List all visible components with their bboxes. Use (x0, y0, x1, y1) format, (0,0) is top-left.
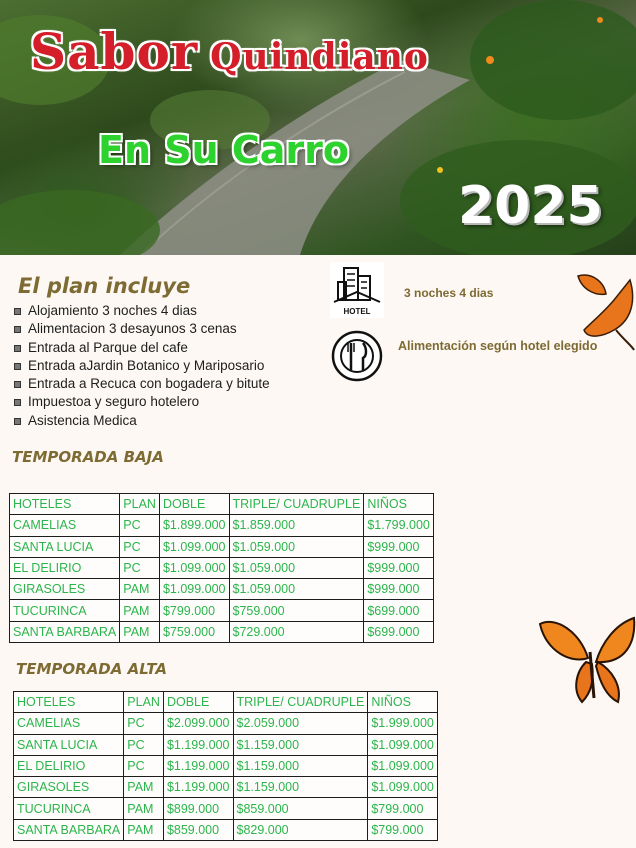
table-header-cell: PLAN (124, 692, 164, 713)
table-cell: $2.059.000 (233, 713, 368, 734)
table-cell: $1.159.000 (233, 777, 368, 798)
table-row (14, 777, 438, 798)
table-cell: $1.799.000 (364, 515, 434, 536)
table-row (10, 515, 434, 536)
table-cell: $1.099.000 (159, 536, 229, 557)
plan-item: Alojamiento 3 noches 4 dias (14, 302, 270, 320)
table-cell: PC (120, 536, 160, 557)
table-cell: PC (120, 557, 160, 578)
table-cell: GIRASOLES (14, 777, 124, 798)
table-row (10, 557, 434, 578)
hero-title (30, 22, 429, 81)
table-cell: TUCURINCA (14, 798, 124, 819)
table-cell: $1.859.000 (229, 515, 364, 536)
table-cell: $999.000 (364, 579, 434, 600)
table-header-cell: DOBLE (159, 494, 229, 515)
table-row (10, 600, 434, 621)
hero-title-main: Sabor (30, 22, 199, 81)
price-table-baja (9, 493, 434, 643)
table-row (10, 536, 434, 557)
table-cell: $829.000 (233, 819, 368, 840)
table-header-cell: NIÑOS (368, 692, 438, 713)
hero-year: 2025 (458, 176, 603, 236)
butterfly-icon (574, 270, 636, 352)
table-cell: $699.000 (364, 600, 434, 621)
price-table-alta (13, 691, 438, 841)
table-cell: $1.159.000 (233, 755, 368, 776)
table-cell: PAM (124, 819, 164, 840)
table-cell: $1.099.000 (368, 755, 438, 776)
table-cell: $1.199.000 (163, 755, 233, 776)
table-cell: $859.000 (163, 819, 233, 840)
plan-item: Alimentacion 3 desayunos 3 cenas (14, 320, 270, 338)
table-cell: $1.099.000 (159, 557, 229, 578)
nights-badge-text: 3 noches 4 dias (404, 286, 494, 300)
season-title-baja: TEMPORADA BAJA (12, 448, 164, 466)
table-cell: $999.000 (364, 536, 434, 557)
table-header-cell: DOBLE (163, 692, 233, 713)
table-cell: $859.000 (233, 798, 368, 819)
table-cell: PAM (120, 600, 160, 621)
table-cell: SANTA BARBARA (14, 819, 124, 840)
hero-banner (0, 0, 636, 255)
plan-items-list (14, 302, 270, 430)
table-row (14, 755, 438, 776)
plan-title: El plan incluye (18, 274, 191, 298)
table-cell: PC (120, 515, 160, 536)
table-cell: $1.159.000 (233, 734, 368, 755)
table-row (14, 798, 438, 819)
table-row (14, 734, 438, 755)
table-cell: SANTA LUCIA (14, 734, 124, 755)
table-cell: $799.000 (368, 819, 438, 840)
table-cell: PC (124, 734, 164, 755)
table-cell: PAM (120, 621, 160, 642)
table-row (10, 579, 434, 600)
table-row (10, 621, 434, 642)
hotel-icon (330, 262, 384, 318)
season-title-alta: TEMPORADA ALTA (16, 660, 167, 678)
table-cell: SANTA BARBARA (10, 621, 120, 642)
table-cell: PAM (120, 579, 160, 600)
table-cell: SANTA LUCIA (10, 536, 120, 557)
table-cell: $729.000 (229, 621, 364, 642)
table-cell: GIRASOLES (10, 579, 120, 600)
table-cell: EL DELIRIO (10, 557, 120, 578)
table-cell: $799.000 (159, 600, 229, 621)
table-cell: EL DELIRIO (14, 755, 124, 776)
table-header-row (14, 692, 438, 713)
hero-subtitle: En Su Carro (98, 128, 350, 172)
table-cell: CAMELIAS (10, 515, 120, 536)
table-cell: $899.000 (163, 798, 233, 819)
table-row (14, 819, 438, 840)
table-cell: $1.199.000 (163, 734, 233, 755)
table-cell: CAMELIAS (14, 713, 124, 734)
table-header-cell: HOTELES (14, 692, 124, 713)
table-header-cell: NIÑOS (364, 494, 434, 515)
table-cell: $1.099.000 (159, 579, 229, 600)
plan-item: Entrada al Parque del cafe (14, 339, 270, 357)
table-cell: $1.899.000 (159, 515, 229, 536)
hotel-icon-label: HOTEL (343, 307, 371, 316)
table-cell: $1.199.000 (163, 777, 233, 798)
table-header-cell: TRIPLE/ CUADRUPLE (233, 692, 368, 713)
table-cell: $759.000 (159, 621, 229, 642)
butterfly-icon (536, 612, 636, 706)
table-header-cell: TRIPLE/ CUADRUPLE (229, 494, 364, 515)
table-cell: PAM (124, 798, 164, 819)
table-cell: $759.000 (229, 600, 364, 621)
plan-item: Impuestoa y seguro hotelero (14, 393, 270, 411)
table-cell: $1.059.000 (229, 557, 364, 578)
food-badge-text: Alimentación según hotel elegido (398, 339, 598, 353)
table-cell: $1.099.000 (368, 777, 438, 798)
table-cell: $999.000 (364, 557, 434, 578)
table-cell: PC (124, 755, 164, 776)
plate-cutlery-icon (331, 330, 383, 382)
table-cell: TUCURINCA (10, 600, 120, 621)
plan-item: Entrada aJardin Botanico y Mariposario (14, 357, 270, 375)
table-row (14, 713, 438, 734)
table-header-row (10, 494, 434, 515)
table-cell: PC (124, 713, 164, 734)
table-cell: $2.099.000 (163, 713, 233, 734)
table-cell: $1.059.000 (229, 536, 364, 557)
table-header-cell: PLAN (120, 494, 160, 515)
table-cell: $1.999.000 (368, 713, 438, 734)
plan-item: Entrada a Recuca con bogadera y bitute (14, 375, 270, 393)
table-header-cell: HOTELES (10, 494, 120, 515)
plan-item: Asistencia Medica (14, 412, 270, 430)
table-cell: $1.099.000 (368, 734, 438, 755)
table-cell: $699.000 (364, 621, 434, 642)
table-cell: $799.000 (368, 798, 438, 819)
table-cell: PAM (124, 777, 164, 798)
hero-title-second: Quindiano (210, 36, 429, 78)
table-cell: $1.059.000 (229, 579, 364, 600)
